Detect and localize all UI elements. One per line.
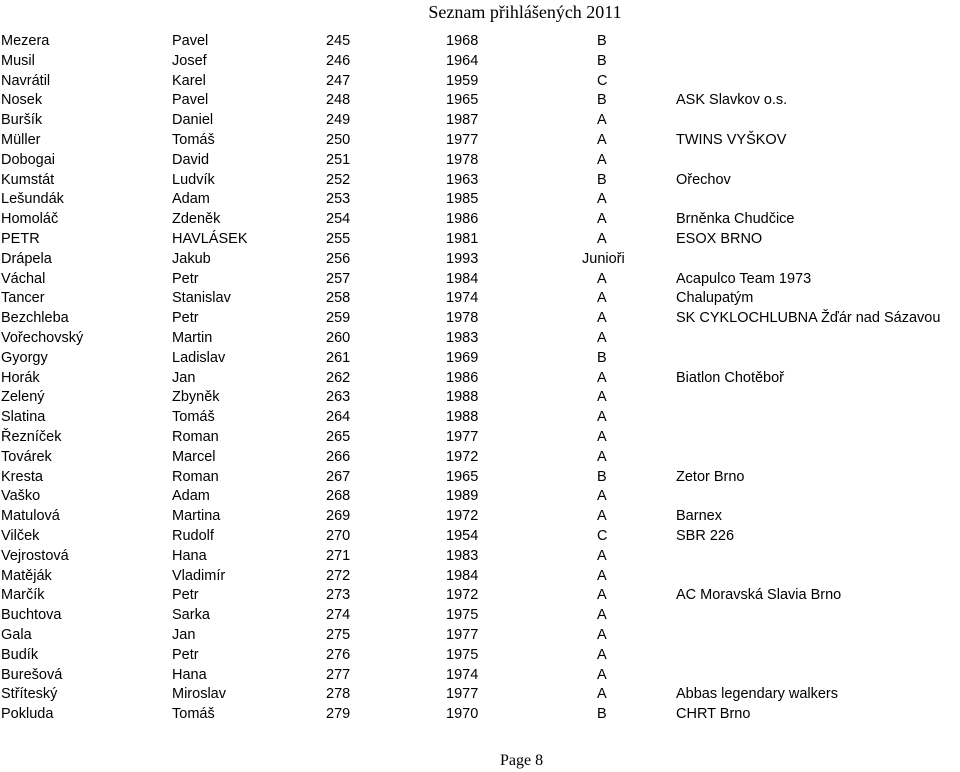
first-name-cell: Martin: [172, 329, 213, 346]
first-name-cell: Rudolf: [172, 527, 214, 544]
category-cell: B: [597, 349, 607, 366]
start-number-cell: 269: [326, 508, 351, 525]
birth-year-cell: 1986: [446, 211, 479, 228]
last-name-cell: Řezníček: [1, 428, 62, 445]
birth-year-cell: 1986: [446, 369, 479, 386]
last-name-cell: Váchal: [1, 270, 46, 287]
list-row: [0, 131, 960, 151]
category-cell: A: [597, 488, 607, 505]
start-number-cell: 263: [326, 389, 351, 406]
start-number-cell: 270: [326, 527, 351, 544]
birth-year-cell: 1964: [446, 52, 479, 69]
list-row: [0, 329, 960, 349]
birth-year-cell: 1993: [446, 250, 479, 267]
start-number-cell: 267: [326, 468, 351, 485]
list-row: [0, 468, 960, 488]
category-cell: A: [597, 587, 607, 604]
first-name-cell: Stanislav: [172, 290, 231, 307]
last-name-cell: Burešová: [1, 666, 63, 683]
club-cell: ASK Slavkov o.s.: [676, 92, 788, 109]
birth-year-cell: 1988: [446, 389, 479, 406]
category-cell: A: [597, 112, 607, 129]
start-number-cell: 255: [326, 230, 351, 247]
list-row: [0, 626, 960, 646]
category-cell: A: [597, 428, 607, 445]
birth-year-cell: 1978: [446, 151, 479, 168]
start-number-cell: 273: [326, 587, 351, 604]
first-name-cell: Tomáš: [172, 706, 215, 723]
first-name-cell: Vladimír: [172, 567, 226, 584]
list-row: [0, 32, 960, 52]
category-cell: A: [597, 567, 607, 584]
club-cell: Chalupatým: [676, 290, 754, 307]
start-number-cell: 254: [326, 211, 351, 228]
birth-year-cell: 1977: [446, 686, 479, 703]
category-cell: A: [597, 131, 607, 148]
first-name-cell: Ludvík: [172, 171, 215, 188]
last-name-cell: Buršík: [1, 112, 43, 129]
category-cell: A: [597, 666, 607, 683]
club-cell: AC Moravská Slavia Brno: [676, 587, 842, 604]
start-number-cell: 249: [326, 112, 351, 129]
list-row: [0, 349, 960, 369]
first-name-cell: Petr: [172, 270, 199, 287]
category-cell: Junioři: [582, 250, 625, 267]
first-name-cell: Roman: [172, 468, 219, 485]
last-name-cell: Marčík: [1, 587, 45, 604]
start-number-cell: 265: [326, 428, 351, 445]
birth-year-cell: 1985: [446, 191, 479, 208]
first-name-cell: Daniel: [172, 112, 214, 129]
first-name-cell: Josef: [172, 52, 207, 69]
birth-year-cell: 1974: [446, 666, 479, 683]
start-number-cell: 277: [326, 666, 351, 683]
category-cell: A: [597, 547, 607, 564]
start-number-cell: 252: [326, 171, 351, 188]
list-row: [0, 448, 960, 468]
last-name-cell: PETR: [1, 230, 40, 247]
last-name-cell: Továrek: [1, 448, 52, 465]
category-cell: A: [597, 607, 607, 624]
category-cell: A: [597, 151, 607, 168]
category-cell: A: [597, 626, 607, 643]
registration-list: [0, 32, 960, 725]
first-name-cell: Martina: [172, 508, 221, 525]
last-name-cell: Vilček: [1, 527, 40, 544]
first-name-cell: Pavel: [172, 33, 209, 49]
category-cell: B: [597, 706, 607, 723]
last-name-cell: Slatina: [1, 409, 46, 426]
club-cell: Biatlon Chotěboř: [676, 369, 785, 386]
list-row: [0, 309, 960, 329]
category-cell: A: [597, 508, 607, 525]
birth-year-cell: 1983: [446, 329, 479, 346]
category-cell: B: [597, 33, 607, 49]
first-name-cell: Zdeněk: [172, 211, 221, 228]
category-cell: A: [597, 270, 607, 287]
start-number-cell: 251: [326, 151, 351, 168]
last-name-cell: Drápela: [1, 250, 52, 267]
birth-year-cell: 1974: [446, 290, 479, 307]
list-row: [0, 230, 960, 250]
first-name-cell: Adam: [172, 488, 210, 505]
category-cell: B: [597, 92, 607, 109]
list-row: [0, 646, 960, 666]
birth-year-cell: 1984: [446, 270, 479, 287]
list-row: [0, 428, 960, 448]
start-number-cell: 246: [326, 52, 351, 69]
first-name-cell: Roman: [172, 428, 219, 445]
list-row: [0, 547, 960, 567]
start-number-cell: 261: [326, 349, 351, 366]
first-name-cell: Petr: [172, 587, 199, 604]
category-cell: A: [597, 310, 607, 327]
birth-year-cell: 1984: [446, 567, 479, 584]
last-name-cell: Tancer: [1, 290, 45, 307]
start-number-cell: 257: [326, 270, 351, 287]
list-row: [0, 685, 960, 705]
birth-year-cell: 1981: [446, 230, 479, 247]
birth-year-cell: 1988: [446, 409, 479, 426]
start-number-cell: 258: [326, 290, 351, 307]
list-row: [0, 388, 960, 408]
category-cell: B: [597, 171, 607, 188]
first-name-cell: Ladislav: [172, 349, 226, 366]
list-row: [0, 487, 960, 507]
last-name-cell: Budík: [1, 646, 39, 663]
last-name-cell: Bezchleba: [1, 310, 69, 327]
birth-year-cell: 1968: [446, 33, 479, 49]
start-number-cell: 275: [326, 626, 351, 643]
list-row: [0, 171, 960, 191]
club-cell: Brněnka Chudčice: [676, 211, 795, 228]
birth-year-cell: 1977: [446, 131, 479, 148]
birth-year-cell: 1963: [446, 171, 479, 188]
last-name-cell: Pokluda: [1, 706, 54, 723]
last-name-cell: Vejrostová: [1, 547, 69, 564]
start-number-cell: 264: [326, 409, 351, 426]
category-cell: C: [597, 527, 608, 544]
start-number-cell: 248: [326, 92, 351, 109]
page-number: Page 8: [500, 752, 544, 769]
list-row: [0, 72, 960, 92]
category-cell: A: [597, 646, 607, 663]
last-name-cell: Matěják: [1, 567, 52, 584]
first-name-cell: Jakub: [172, 250, 211, 267]
list-row: [0, 527, 960, 547]
last-name-cell: Musil: [1, 52, 35, 69]
first-name-cell: Tomáš: [172, 409, 215, 426]
category-cell: A: [597, 329, 607, 346]
club-cell: SBR 226: [676, 527, 735, 544]
birth-year-cell: 1987: [446, 112, 479, 129]
list-row: [0, 666, 960, 686]
last-name-cell: Homoláč: [1, 211, 59, 228]
category-cell: A: [597, 686, 607, 703]
first-name-cell: David: [172, 151, 210, 168]
list-row: [0, 52, 960, 72]
list-row: [0, 190, 960, 210]
start-number-cell: 253: [326, 191, 351, 208]
first-name-cell: Pavel: [172, 92, 209, 109]
start-number-cell: 266: [326, 448, 351, 465]
birth-year-cell: 1959: [446, 72, 479, 89]
birth-year-cell: 1969: [446, 349, 479, 366]
start-number-cell: 278: [326, 686, 351, 703]
birth-year-cell: 1983: [446, 547, 479, 564]
list-row: [0, 289, 960, 309]
category-cell: A: [597, 211, 607, 228]
page-title: Seznam přihlášených 2011: [428, 2, 622, 22]
start-number-cell: 268: [326, 488, 351, 505]
last-name-cell: Stříteský: [1, 686, 58, 703]
last-name-cell: Müller: [1, 131, 41, 148]
list-row: [0, 270, 960, 290]
list-row: [0, 151, 960, 171]
last-name-cell: Horák: [1, 369, 40, 386]
list-row: [0, 507, 960, 527]
first-name-cell: Zbyněk: [172, 389, 220, 406]
category-cell: C: [597, 72, 608, 89]
last-name-cell: Gyorgy: [1, 349, 48, 366]
last-name-cell: Matulová: [1, 508, 60, 525]
club-cell: CHRT Brno: [676, 706, 751, 723]
club-cell: Abbas legendary walkers: [676, 686, 839, 703]
category-cell: B: [597, 52, 607, 69]
last-name-cell: Vaško: [1, 488, 41, 505]
last-name-cell: Lešundák: [1, 191, 64, 208]
first-name-cell: Sarka: [172, 607, 210, 624]
category-cell: A: [597, 409, 607, 426]
start-number-cell: 279: [326, 706, 351, 723]
club-cell: SK CYKLOCHLUBNA Žďár nad Sázavou: [676, 310, 941, 327]
last-name-cell: Dobogai: [1, 151, 56, 168]
birth-year-cell: 1975: [446, 646, 479, 663]
start-number-cell: 259: [326, 310, 351, 327]
birth-year-cell: 1954: [446, 527, 479, 544]
last-name-cell: Kumstát: [1, 171, 55, 188]
list-row: [0, 586, 960, 606]
club-cell: Ořechov: [676, 171, 731, 188]
first-name-cell: Petr: [172, 310, 199, 327]
category-cell: A: [597, 448, 607, 465]
club-cell: Zetor Brno: [676, 468, 745, 485]
birth-year-cell: 1965: [446, 92, 479, 109]
category-cell: A: [597, 290, 607, 307]
birth-year-cell: 1965: [446, 468, 479, 485]
start-number-cell: 247: [326, 72, 351, 89]
list-row: [0, 369, 960, 389]
last-name-cell: Vořechovský: [1, 329, 84, 346]
list-row: [0, 210, 960, 230]
start-number-cell: 260: [326, 329, 351, 346]
first-name-cell: HAVLÁSEK: [172, 230, 248, 247]
last-name-cell: Navrátil: [1, 72, 51, 89]
category-cell: A: [597, 191, 607, 208]
last-name-cell: Buchtova: [1, 607, 62, 624]
last-name-cell: Zelený: [1, 389, 45, 406]
birth-year-cell: 1977: [446, 626, 479, 643]
list-row: [0, 111, 960, 131]
list-row: [0, 606, 960, 626]
list-row: [0, 91, 960, 111]
club-cell: Acapulco Team 1973: [676, 270, 812, 287]
last-name-cell: Kresta: [1, 468, 43, 485]
first-name-cell: Jan: [172, 626, 196, 643]
first-name-cell: Hana: [172, 547, 207, 564]
category-cell: A: [597, 369, 607, 386]
start-number-cell: 274: [326, 607, 351, 624]
first-name-cell: Tomáš: [172, 131, 215, 148]
first-name-cell: Petr: [172, 646, 199, 663]
start-number-cell: 250: [326, 131, 351, 148]
category-cell: B: [597, 468, 607, 485]
list-row: [0, 250, 960, 270]
birth-year-cell: 1975: [446, 607, 479, 624]
list-row: [0, 567, 960, 587]
start-number-cell: 272: [326, 567, 351, 584]
list-row: [0, 705, 960, 725]
first-name-cell: Marcel: [172, 448, 216, 465]
first-name-cell: Adam: [172, 191, 210, 208]
start-number-cell: 256: [326, 250, 351, 267]
first-name-cell: Jan: [172, 369, 196, 386]
club-cell: Barnex: [676, 508, 722, 525]
first-name-cell: Miroslav: [172, 686, 226, 703]
last-name-cell: Gala: [1, 626, 32, 643]
start-number-cell: 271: [326, 547, 351, 564]
birth-year-cell: 1972: [446, 587, 479, 604]
birth-year-cell: 1977: [446, 428, 479, 445]
list-row: [0, 408, 960, 428]
category-cell: A: [597, 230, 607, 247]
first-name-cell: Karel: [172, 72, 206, 89]
start-number-cell: 276: [326, 646, 351, 663]
first-name-cell: Hana: [172, 666, 207, 683]
start-number-cell: 245: [326, 33, 351, 49]
last-name-cell: Mezera: [1, 33, 50, 49]
start-number-cell: 262: [326, 369, 351, 386]
club-cell: TWINS VYŠKOV: [676, 131, 787, 148]
club-cell: ESOX BRNO: [676, 230, 763, 247]
birth-year-cell: 1972: [446, 448, 479, 465]
birth-year-cell: 1972: [446, 508, 479, 525]
birth-year-cell: 1989: [446, 488, 479, 505]
birth-year-cell: 1978: [446, 310, 479, 327]
category-cell: A: [597, 389, 607, 406]
birth-year-cell: 1970: [446, 706, 479, 723]
last-name-cell: Nosek: [1, 92, 43, 109]
